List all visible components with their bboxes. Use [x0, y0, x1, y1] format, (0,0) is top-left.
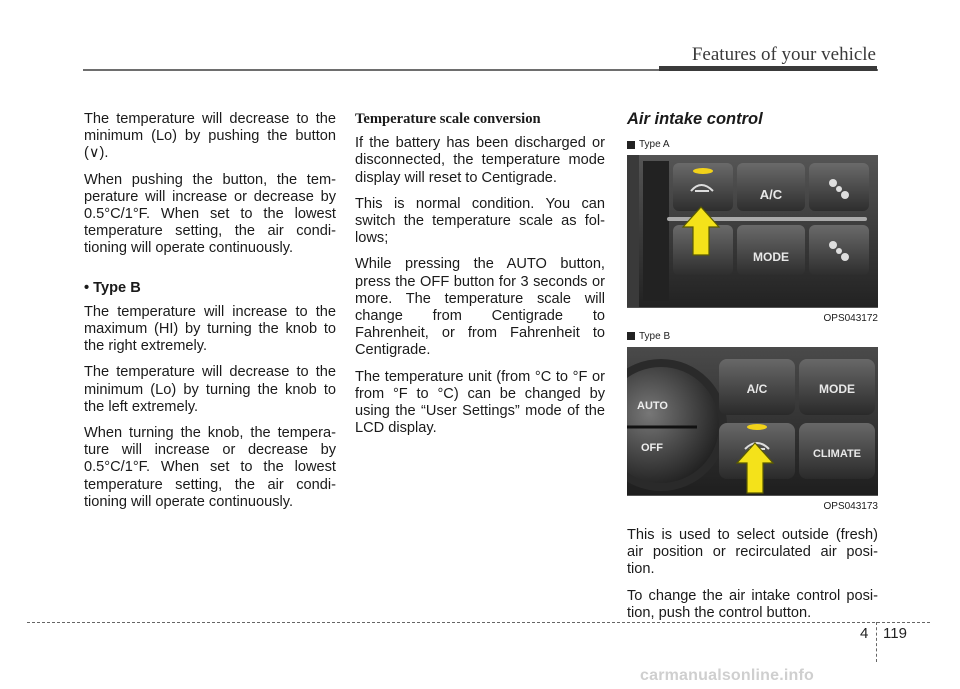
figure-caption: Type A: [627, 136, 878, 153]
paragraph: While pressing the AUTO button, press the OFF button for 3 seconds or more. The temperature scale will change from Centigrade to Fahrenheit, or from Fahrenheit to Centigrade.: [355, 256, 605, 359]
figure-code: OPS043172: [823, 313, 878, 325]
paragraph: The temperature unit (from °C to °F or from °F to °C) can be changed by using the “User Settings” mode of the LCD display.: [355, 368, 605, 437]
square-bullet-icon: [627, 141, 635, 149]
ac-button-label: A/C: [759, 187, 783, 203]
page-number: 119: [883, 625, 907, 642]
chapter-number: 4: [860, 625, 869, 642]
paragraph: The temperature will increase to the maximum (HI) by turning the knob to the right extremely.: [84, 303, 336, 355]
climate-panel-type-b-illustration: [627, 347, 878, 495]
section-heading: Temperature scale conversion: [355, 111, 541, 127]
column-2: [355, 111, 605, 446]
page-number-separator: [876, 622, 877, 662]
mode-button-label: MODE: [753, 250, 789, 265]
paragraph: To change the air intake control posi- tion, push the control button.: [627, 587, 878, 621]
header-title: Features of your vehicle: [691, 44, 876, 65]
section-heading: Air intake control: [627, 110, 763, 128]
ac-button-label: A/C: [746, 381, 768, 396]
type-b-bullet: • Type B: [84, 279, 141, 296]
paragraph: The temperature will decrease to the minimum (Lo) by turning the knob to the left extremely.: [84, 364, 336, 415]
auto-button-label: AUTO: [637, 399, 668, 412]
footer-rule: [27, 622, 930, 623]
figure-type-b: [627, 347, 878, 496]
climate-panel-type-a-illustration: [627, 155, 878, 307]
square-bullet-icon: [627, 332, 635, 340]
off-button-label: OFF: [641, 441, 663, 454]
paragraph: When turning the knob, the tempera- ture will increase or decrease by 0.5°C/1°F. When set to the lowest temperature setting, the air condi- tioning will operate continuously.: [84, 425, 336, 510]
column-1: [84, 111, 336, 520]
column-3: [627, 111, 878, 631]
mode-button-label: MODE: [819, 381, 855, 396]
figure-type-a: [627, 155, 878, 308]
paragraph: The temperature will decrease to the minimum (Lo) by pushing the button (∨).: [84, 111, 336, 162]
paragraph: When pushing the button, the tem- perature will increase or decrease by 0.5°C/1°F. When set to the lowest temperature setting, the air condi- tioning will operate continuously.: [84, 171, 336, 257]
watermark: carmanualsonline.info: [640, 667, 815, 684]
paragraph: This is used to select outside (fresh) air position or recirculated air posi- tion.: [627, 527, 878, 578]
climate-button-label: CLIMATE: [812, 447, 862, 460]
paragraph: If the battery has been discharged or disconnected, the temperature mode display will reset to Centigrade.: [355, 135, 605, 186]
figure-caption: Type B: [627, 328, 878, 345]
paragraph: This is normal condition. You can switch the temperature scale as fol- lows;: [355, 195, 605, 247]
header-rule-accent: [659, 66, 877, 71]
figure-code: OPS043173: [823, 500, 878, 512]
